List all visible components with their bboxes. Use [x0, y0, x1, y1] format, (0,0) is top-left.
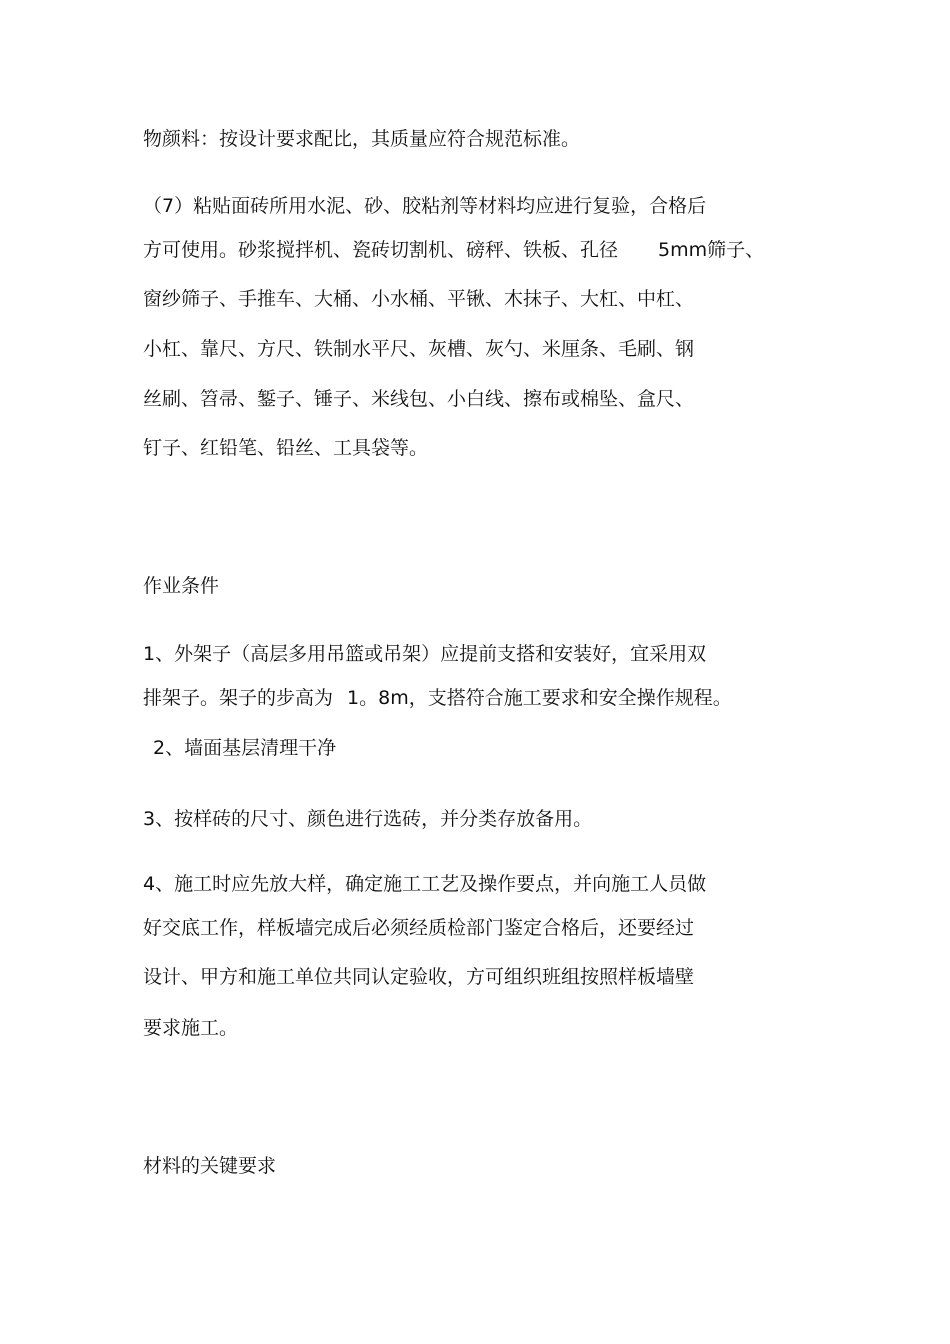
text-line: 物颜料：按设计要求配比，其质量应符合规范标准。 [143, 128, 581, 150]
text-line: （7）粘贴面砖所用水泥、砂、胶粘剂等材料均应进行复验，合格后 [143, 195, 707, 217]
text-segment: 方可使用。砂浆搅拌机、瓷砖切割机、磅秤、铁板、孔径 [143, 239, 619, 261]
text-line: 2、墙面基层清理干净 [153, 737, 337, 759]
section-heading: 作业条件 [143, 575, 220, 597]
text-line [143, 238, 764, 262]
text-segment: 1。8m，支搭符合施工要求和安全操作规程。 [347, 687, 732, 709]
text-line: 4、施工时应先放大样，确定施工工艺及操作要点，并向施工人员做 [143, 873, 707, 895]
text-segment: 5mm筛子、 [658, 239, 765, 261]
text-line: 1、外架子（高层多用吊篮或吊架）应提前支搭和安装好，宜采用双 [143, 643, 707, 665]
text-line: 丝刷、笤帚、錾子、锤子、米线包、小白线、擦布或棉坠、盒尺、 [143, 388, 695, 410]
text-line: 钉子、红铅笔、铅丝、工具袋等。 [143, 437, 429, 459]
text-line: 小杠、靠尺、方尺、铁制水平尺、灰槽、灰勺、米厘条、毛刷、钢 [143, 338, 695, 360]
text-line: 窗纱筛子、手推车、大桶、小水桶、平锹、木抹子、大杠、中杠、 [143, 288, 695, 310]
text-line: 设计、甲方和施工单位共同认定验收，方可组织班组按照样板墙壁 [143, 966, 695, 988]
text-line: 要求施工。 [143, 1017, 239, 1039]
text-line: 3、按样砖的尺寸、颜色进行选砖，并分类存放备用。 [143, 808, 593, 830]
text-line: 好交底工作，样板墙完成后必须经质检部门鉴定合格后，还要经过 [143, 917, 695, 939]
section-heading: 材料的关键要求 [143, 1155, 277, 1177]
text-segment: 排架子。架子的步高为 [143, 687, 334, 709]
text-line [143, 686, 732, 710]
